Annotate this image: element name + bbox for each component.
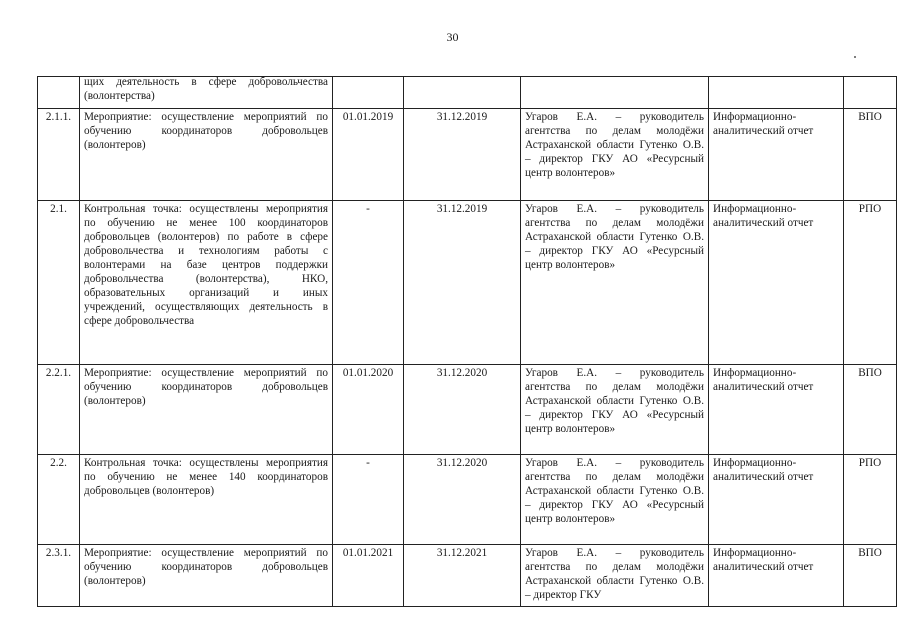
table-row (38, 455, 897, 545)
start-date: 01.01.2021 (333, 545, 404, 607)
responsible (521, 77, 709, 109)
control-level: ВПО (844, 109, 897, 201)
report-type (709, 77, 844, 109)
report-type: Информационно-аналитический отчет (709, 109, 844, 201)
control-level: ВПО (844, 365, 897, 455)
control-level: РПО (844, 201, 897, 365)
control-level: ВПО (844, 545, 897, 607)
event-name: Контрольная точка: осуществлены мероприятия по обучению не менее 100 координаторов добровольцев (волонтеров) по работе в сфере добровольчества и технологиям работы с волонтерами на базе центров поддержки добровольчества (волонтерства), НКО, образовательных организаций и иных учреждений, осуществляющих деятельность в сфере добровольчества (80, 201, 333, 365)
end-date: 31.12.2020 (404, 365, 521, 455)
responsible: Угаров Е.А. – руководитель агентства по делам молодёжи Астраханской области Гутенко О.В. – директор ГКУ АО «Ресурсный центр волонтеров» (521, 365, 709, 455)
page-number: 30 (446, 30, 459, 44)
event-name: Контрольная точка: осуществлены мероприятия по обучению не менее 140 координаторов добровольцев (волонтеров) (80, 455, 333, 545)
responsible: Угаров Е.А. – руководитель агентства по делам молодёжи Астраханской области Гутенко О.В. – директор ГКУ АО «Ресурсный центр волонтеров» (521, 455, 709, 545)
row-number: 2.3.1. (38, 545, 80, 607)
start-date: - (333, 201, 404, 365)
end-date: 31.12.2019 (404, 109, 521, 201)
table-row (38, 201, 897, 365)
event-name: Мероприятие: осуществление мероприятий по обучению координаторов добровольцев (волонтеров) (80, 109, 333, 201)
start-date (333, 77, 404, 109)
responsible: Угаров Е.А. – руководитель агентства по делам молодёжи Астраханской области Гутенко О.В. – директор ГКУ АО «Ресурсный центр волонтеров» (521, 109, 709, 201)
report-type: Информационно-аналитический отчет (709, 201, 844, 365)
row-number: 2.1. (38, 201, 80, 365)
report-type: Информационно-аналитический отчет (709, 365, 844, 455)
end-date: 31.12.2021 (404, 545, 521, 607)
end-date: 31.12.2020 (404, 455, 521, 545)
event-name: Мероприятие: осуществление мероприятий по обучению координаторов добровольцев (волонтеров) (80, 545, 333, 607)
plan-table (37, 76, 897, 607)
report-type: Информационно-аналитический отчет (709, 545, 844, 607)
row-number (38, 77, 80, 109)
control-level: РПО (844, 455, 897, 545)
control-level (844, 77, 897, 109)
start-date: 01.01.2020 (333, 365, 404, 455)
table-row (38, 545, 897, 607)
scan-speck (854, 56, 856, 58)
row-number: 2.1.1. (38, 109, 80, 201)
row-number: 2.2. (38, 455, 80, 545)
row-number: 2.2.1. (38, 365, 80, 455)
table-row (38, 77, 897, 109)
event-name: Мероприятие: осуществление мероприятий по обучению координаторов добровольцев (волонтеров) (80, 365, 333, 455)
responsible: Угаров Е.А. – руководитель агентства по делам молодёжи Астраханской области Гутенко О.В. – директор ГКУ АО «Ресурсный центр волонтеров» (521, 201, 709, 365)
start-date: - (333, 455, 404, 545)
table-row (38, 109, 897, 201)
event-name-text: щих деятельность в сфере добровольчества (волонтерства) (84, 76, 328, 102)
start-date: 01.01.2019 (333, 109, 404, 201)
responsible: Угаров Е.А. – руководитель агентства по делам молодёжи Астраханской области Гутенко О.В. – директор ГКУ (521, 545, 709, 607)
end-date: 31.12.2019 (404, 201, 521, 365)
event-name (80, 77, 333, 109)
end-date (404, 77, 521, 109)
report-type: Информационно-аналитический отчет (709, 455, 844, 545)
table-row (38, 365, 897, 455)
